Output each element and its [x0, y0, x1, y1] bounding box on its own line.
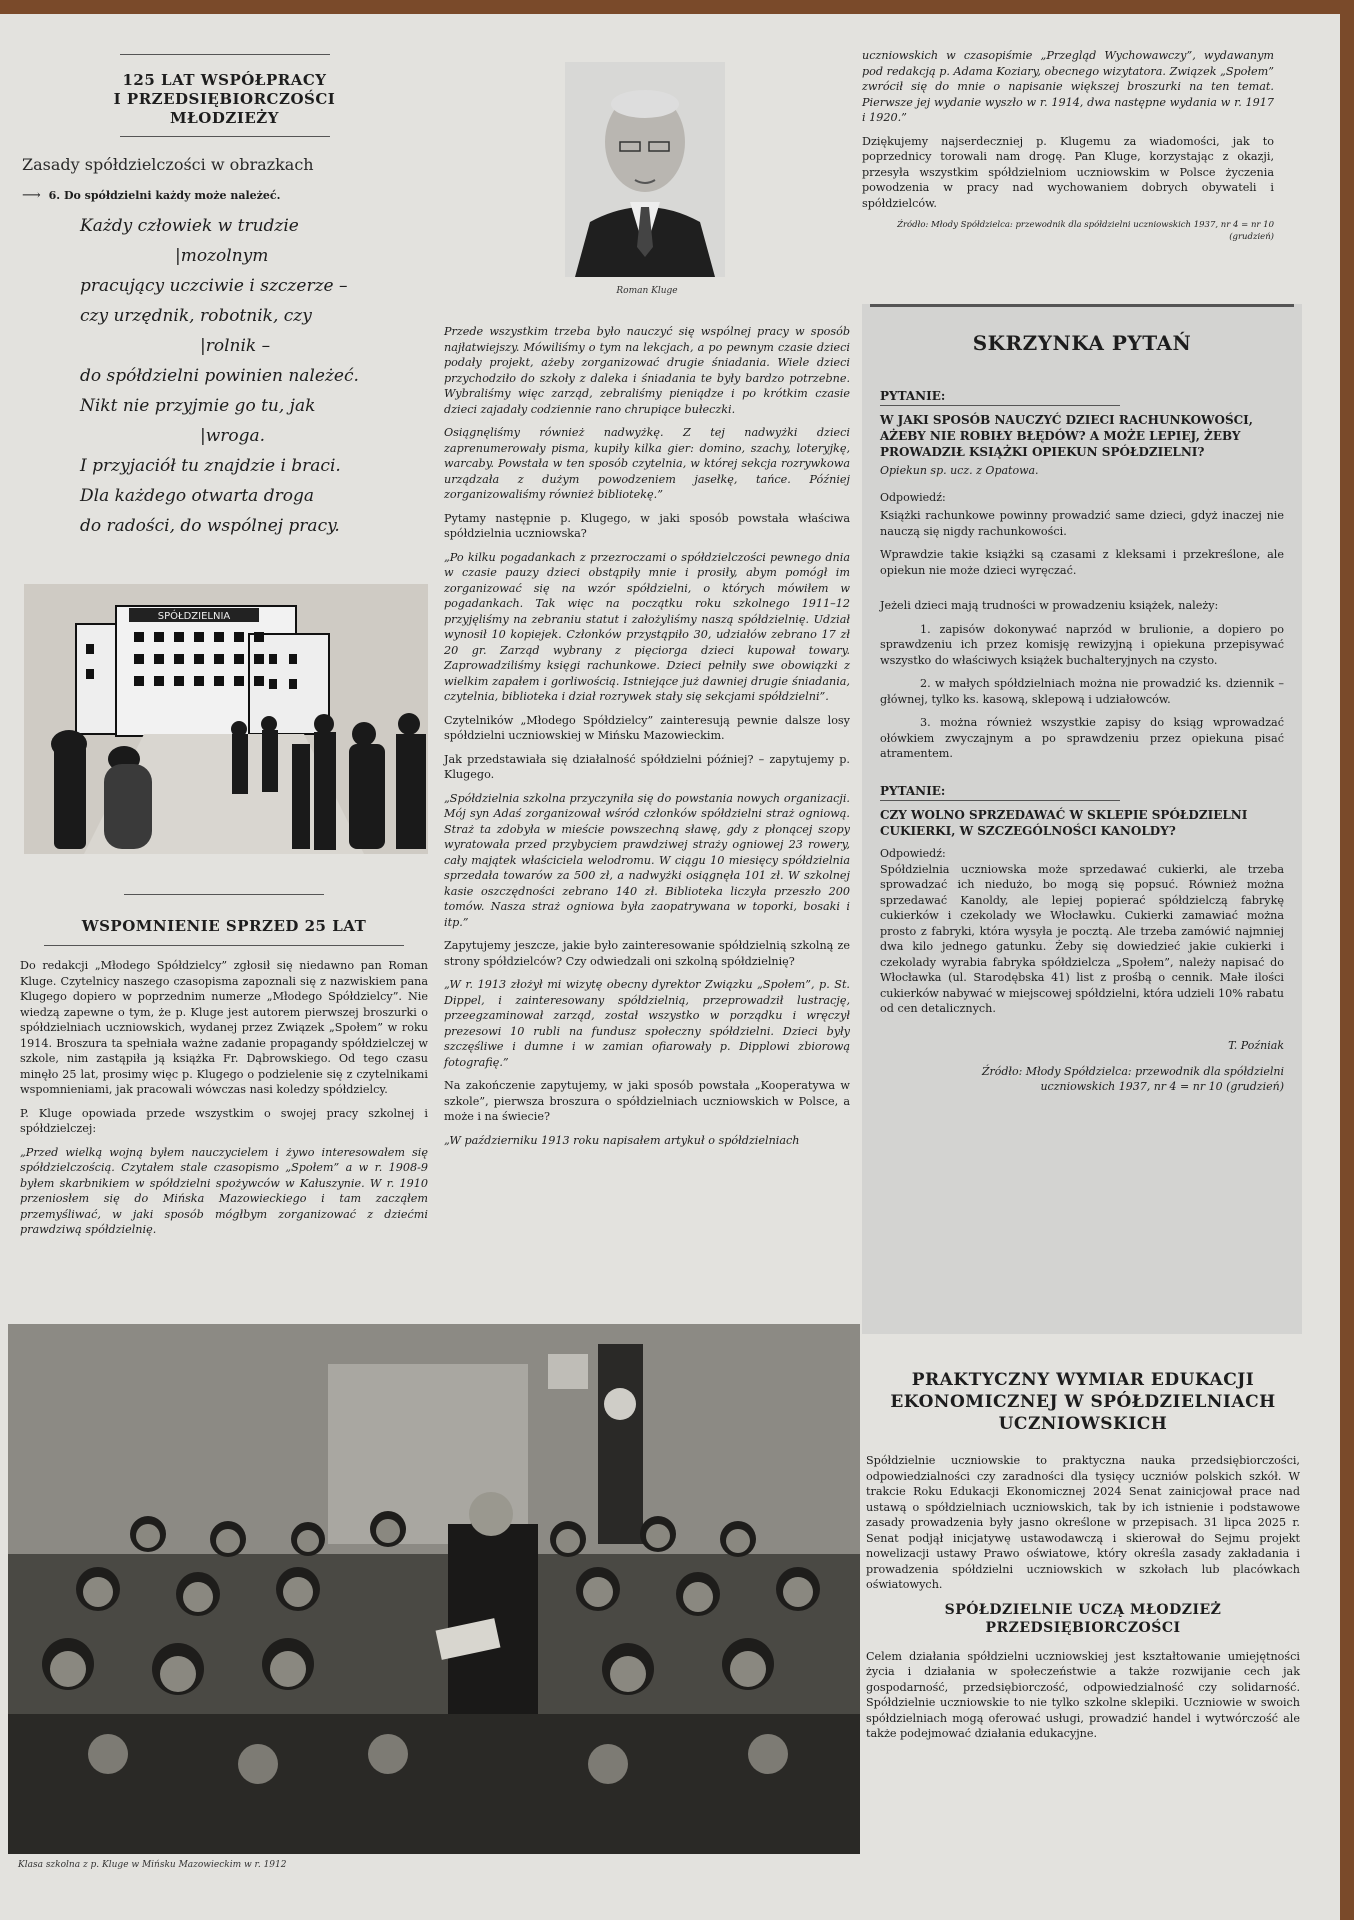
portrait-photo	[565, 62, 725, 277]
paragraph: Spółdzielnia uczniowska może sprzedawać cukierki, ale trzeba sprowadzać ich niedużo, bo mogą się popsuć. Również można sprzedawać Kanoldy, ale lepiej popierać spółdzielczą fabrykę cukierków i czekolady we Włocławku. Cukierki zamawiać można prosto z fabryki, która wysyła je pocztą. Ale trzeba zamówić najmniej dwa kilo jednego gatunku. Żeby się dowiedzieć jakie cukierki i czekolady wyrabia fabryka spółdzielcza „Społem”, należy napisać do Włocławka (ul. Starodębska 41) list z prośbą o cennik. Małe ilości cukierków nabywać w miejscowej spółdzielni, która udzieli 10% rabatu od cen detalicznych.	[880, 862, 1284, 1015]
source-note: Źródło: Młody Spółdzielca: przewodnik dla spółdzielni uczniowskich 1937, nr 4 = nr 10 (grudzień)	[981, 1064, 1284, 1093]
divider	[880, 800, 1120, 801]
divider	[124, 894, 324, 895]
poem: Każdy człowiek w trudzie |mozolnym pracujący uczciwie i szczerze – czy urzędnik, robotnik, czy |rolnik – do spółdzielni powinien należeć. Nikt nie przyjmie go tu, jak |wroga. I przyjaciół tu znajdzie i braci. Dla każdego otwarta droga do radości, do wspólnej pracy.	[80, 216, 359, 536]
divider	[880, 405, 1120, 406]
article-wspomnienie	[20, 894, 428, 1246]
question-author: Opiekun sp. ucz. z Opatowa.	[880, 464, 1039, 477]
question-label: PYTANIE:	[880, 389, 946, 403]
question-text: W JAKI SPOSÓB NAUCZYĆ DZIECI RACHUNKOWOŚCI, AŻEBY NIE ROBIŁY BŁĘDÓW? A MOŻE LEPIEJ, ŻEBY PROWADZIŁ KSIĄŻKI OPIEKUN SPÓŁDZIELNI?	[880, 413, 1253, 459]
signature: T. Poźniak	[1228, 1038, 1284, 1052]
paragraph: „Spółdzielnia szkolna przyczyniła się do powstania nowych organizacji. Mój syn Adaś zorganizował wśród członków spółdzielni straż ogniową. Straż ta zdobyła w mieście powszechną sławę, gdy z płonącej szopy wyratowała przed przybyciem prawdziwej straży ogniowej 23 rowery, cały majątek właściciela welodromu. W ciągu 10 miesięcy spółdzielnia sprzedała towarów za 500 zł, a nadwyżki osiągnęła 101 zł. W szkolnej kasie oszczędności zebrano 140 zł. Biblioteka liczyła przeszło 200 tomów. Nasza straż ogniowa była zaopatrywana w toporki, bosaki i itp.”	[444, 791, 850, 929]
article-continuation-top	[862, 48, 1274, 251]
paragraph: Wprawdzie takie książki są czasami z kleksami i przekreślone, ale opiekun nie może dzieci wyręczać.	[880, 548, 1284, 577]
paragraph: „Przed wielką wojną byłem nauczycielem i żywo interesowałem się spółdzielczością. Czytałem stale czasopismo „Społem” a w r. 1908-9 byłem skarbnikiem w spółdzielni spożywców w Kałuszynie. W r. 1910 przeniosłem się do Mińska Mazowieckiego i tam zacząłem przemyśliwać, w jaki sposób mógłbym zorganizować z dziećmi prawdziwą spółdzielnię.	[20, 1145, 428, 1236]
shop-sign: SPÓŁDZIELNIA	[157, 611, 231, 622]
newspaper-page	[0, 14, 1340, 1920]
photo-caption: Klasa szkolna z p. Kluge w Mińsku Mazowieckim w r. 1912	[18, 1860, 287, 1870]
paragraph: Przede wszystkim trzeba było nauczyć się wspólnej pracy w sposób najłatwiejszy. Mówiliśmy o tym na lekcjach, a po pewnym czasie dzieci podały projekt, ażeby zorganizować drugie śniadania. Wiele dzieci przychodziło do szkoły z daleka i śniadania te były bardzo potrzebne. Wybraliśmy więc zarząd, zebraliśmy pieniądze i po krótkim czasie dzieci zajadały codziennie rano chrupiące bułeczki.	[444, 325, 850, 416]
article-title: 125 LAT WSPÓŁPRACY I PRZEDSIĘBIORCZOŚCI MŁODZIEŻY	[113, 71, 336, 127]
box-content	[862, 355, 1302, 1094]
article-125-lat	[22, 54, 427, 541]
article-title: PRAKTYCZNY WYMIAR EDUKACJI EKONOMICZNEJ W SPÓŁDZIELNIACH UCZNIOWSKICH	[890, 1370, 1276, 1434]
arrow-icon: ⟶	[22, 188, 41, 203]
paragraph: Do redakcji „Młodego Spółdzielcy” zgłosił się niedawno pan Roman Kluge. Czytelnicy naszego czasopisma zapoznali się z nazwiskiem pana Klugego dopiero w poprzednim numerze „Młodego Spółdzielcy”. Nie wiedzą zapewne o tym, że p. Kluge jest autorem pierwszej broszurki o spółdzielniach uczniowskich, wydanej przez Związek „Społem” w roku 1914. Broszura ta spełniała ważne zadanie propagandy spółdzielczej w szkole, nim zastąpiła ją książka Fr. Dąbrowskiego. Od tego czasu minęło 25 lat, prosimy więc p. Klugego o podzielenie się z czytelnikami wspomnieniami, jak pracowali wówczas nasi koledzy spółdzielcy.	[20, 959, 428, 1096]
divider	[120, 54, 330, 55]
paragraph: Książki rachunkowe powinny prowadzić same dzieci, gdyż inaczej nie nauczą się nigdy rachunkowości.	[880, 509, 1284, 538]
street-scene-illustration	[24, 584, 428, 854]
article-praktyczny-wymiar	[866, 1369, 1300, 1750]
paragraph: „W październiku 1913 roku napisałem artykuł o spółdzielniach	[444, 1133, 800, 1147]
classroom-image	[8, 1324, 860, 1854]
paragraph: „Po kilku pogadankach z przezroczami o spółdzielczości pewnego dnia w czasie pauzy dzieci obstąpiły mnie i prosiły, abym pomógł im zorganizować się na wzór spółdzielni, o których mówiłem w pogadankach. Tak więc na początku roku szkolnego 1911–12 przyjęliśmy na zebraniu statut i założyliśmy naszą spółdzielnię. Udział wynosił 10 kopiejek. Członków przystąpiło 30, udziałów zebrano 17 zł 20 gr. Zarząd wybrany z pięciorga dzieci kupował towary. Zaprowadziliśmy księgi rachunkowe. Dzieci pełniły swe obowiązki z wielkim zapałem i gorliwością. Istniejące już dawniej drugie śniadania, czytelnia, biblioteka i dział rozrywek stały się sekcjami spółdzielni”.	[444, 550, 850, 703]
divider	[44, 945, 404, 946]
paragraph: Jeżeli dzieci mają trudności w prowadzeniu książek, należy:	[880, 599, 1219, 612]
divider	[120, 136, 330, 137]
paragraph: Osiągnęliśmy również nadwyżkę. Z tej nadwyżki dzieci zaprenumerowały pisma, kupiły kilka gier: domino, szachy, loteryjkę, warcaby. Powstała w ten sposób czytelnia, w której sekcja rozrywkowa urządzała z dużym powodzeniem jasełkę, tańce. Później zorganizowaliśmy również bibliotekę.”	[444, 426, 850, 501]
article-wspomnienie-continued	[444, 324, 850, 1156]
paragraph: Zapytujemy jeszcze, jakie było zainteresowanie spółdzielnią szkolną ze strony spółdzielców? Czy odwiedzali oni szkolną spółdzielnię?	[444, 939, 850, 968]
rule-item: ⟶ 6. Do spółdzielni każdy może należeć.	[22, 188, 281, 203]
list-item: 2. w małych spółdzielniach można nie prowadzić ks. dziennik – głównej, tylko ks. kasową, sklepową i udziałowców.	[880, 677, 1284, 706]
question-box	[862, 304, 1302, 1334]
classroom-photo	[8, 1324, 860, 1854]
answer-label: Odpowiedź:	[880, 846, 946, 860]
box-title: SKRZYNKA PYTAŃ	[972, 331, 1192, 355]
paragraph: Dziękujemy najserdeczniej p. Klugemu za wiadomości, jak to poprzednicy torowali nam drogę. Pan Kluge, korzystając z okazji, przesyła wszystkim spółdzielniom uczniowskim w Polsce życzenia powodzenia w pracy nad wychowaniem dobrych obywateli i spółdzielców.	[862, 134, 1274, 210]
article-title: WSPOMNIENIE SPRZED 25 LAT	[81, 917, 367, 935]
question-text: CZY WOLNO SPRZEDAWAĆ W SKLEPIE SPÓŁDZIELNI CUKIERKI, W SZCZEGÓLNOŚCI KANOLDY?	[880, 807, 1248, 838]
divider	[870, 304, 1294, 307]
portrait-caption: Roman Kluge	[616, 286, 678, 296]
paragraph: Jak przedstawiała się działalność spółdzielni później? – zapytujemy p. Klugego.	[444, 752, 850, 781]
portrait-image	[565, 62, 725, 277]
paragraph: P. Kluge opowiada przede wszystkim o swojej pracy szkolnej i spółdzielczej:	[20, 1106, 428, 1135]
paragraph: Na zakończenie zapytujemy, w jaki sposób powstała „Kooperatywa w szkole”, pierwsza broszura o spółdzielniach uczniowskich w Polsce, a może i na świecie?	[444, 1079, 850, 1123]
answer-label: Odpowiedź:	[880, 491, 946, 504]
cooperative-illustration	[24, 584, 428, 854]
question-label: PYTANIE:	[880, 783, 946, 798]
section-subtitle: SPÓŁDZIELNIE UCZĄ MŁODZIEŻ PRZEDSIĘBIORCZOŚCI	[944, 1601, 1222, 1636]
article-subtitle: Zasady spółdzielczości w obrazkach	[22, 155, 314, 174]
paragraph: Spółdzielnie uczniowskie to praktyczna nauka przedsiębiorczości, odpowiedzialności czy zaradności dla tysięcy uczniów polskich szkół. W trakcie Roku Edukacji Ekonomicznej 2024 Senat zainicjował prace nad ustawą o spółdzielniach uczniowskich, tak by ich istnienie i podstawowe zasady prowadzenia były jasno określone w przepisach. 31 lipca 2025 r. Senat podjął inicjatywę ustawodawczą i skierował do Sejmu projekt nowelizacji ustawy Prawo oświatowe, który określa zasady zakładania i prowadzenia spółdzielni uczniowskich w szkołach lub placówkach oświatowych.	[866, 1454, 1300, 1591]
paragraph: Pytamy następnie p. Klugego, w jaki sposób powstała właściwa spółdzielnia uczniowska?	[444, 511, 850, 540]
paragraph: uczniowskich w czasopiśmie „Przegląd Wychowawczy”, wydawanym pod redakcją p. Adama Koziary, obecnego wizytatora. Związek „Społem” zwrócił się do mnie o napisanie większej broszurki na ten temat. Pierwsze jej wydanie wyszło w r. 1914, dwa następne wydania w r. 1917 i 1920.”	[862, 49, 1274, 124]
paragraph: „W r. 1913 złożył mi wizytę obecny dyrektor Związku „Społem”, p. St. Dippel, i zainteresowany spółdzielnią, przeprowadził lustrację, przeegzaminował zarząd, został wszystko w porządku i wręczył prezesowi 10 rubli na fundusz społeczny spółdzielni. Dzieci były szczęśliwe i dumne i w zamian ofiarowały p. Dipplowi zbiorową fotografię.”	[444, 978, 850, 1069]
source-note: Źródło: Młody Spółdzielca: przewodnik dla spółdzielni uczniowskich 1937, nr 4 = nr 10 (grudzień)	[897, 220, 1274, 242]
paragraph: Celem działania spółdzielni uczniowskiej jest kształtowanie umiejętności życia i działania w społeczeństwie a także rozwijanie cech jak gospodarność, przedsiębiorczość, odpowiedzialność czy solidarność. Spółdzielnie uczniowskie to nie tylko szkolne sklepiki. Uczniowie w swoich spółdzielniach mogą oferować usługi, prowadzić handel i wytwórczość ale także podejmować działania edukacyjne.	[866, 1649, 1300, 1740]
paragraph: Czytelników „Młodego Spółdzielcy” zainteresują pewnie dalsze losy spółdzielni uczniowskiej w Mińsku Mazowieckim.	[444, 713, 850, 742]
list-item: 1. zapisów dokonywać naprzód w brulionie, a dopiero po sprawdzeniu ich przez komisję rewizyjną i opiekuna przepisywać wszystko do właściwych książek buchalteryjnych na czysto.	[880, 622, 1284, 667]
list-item: 3. można również wszystkie zapisy do ksiąg wprowadzać ołówkiem zwyczajnym a po sprawdzeniu przez opiekuna pisać atramentem.	[880, 716, 1284, 760]
